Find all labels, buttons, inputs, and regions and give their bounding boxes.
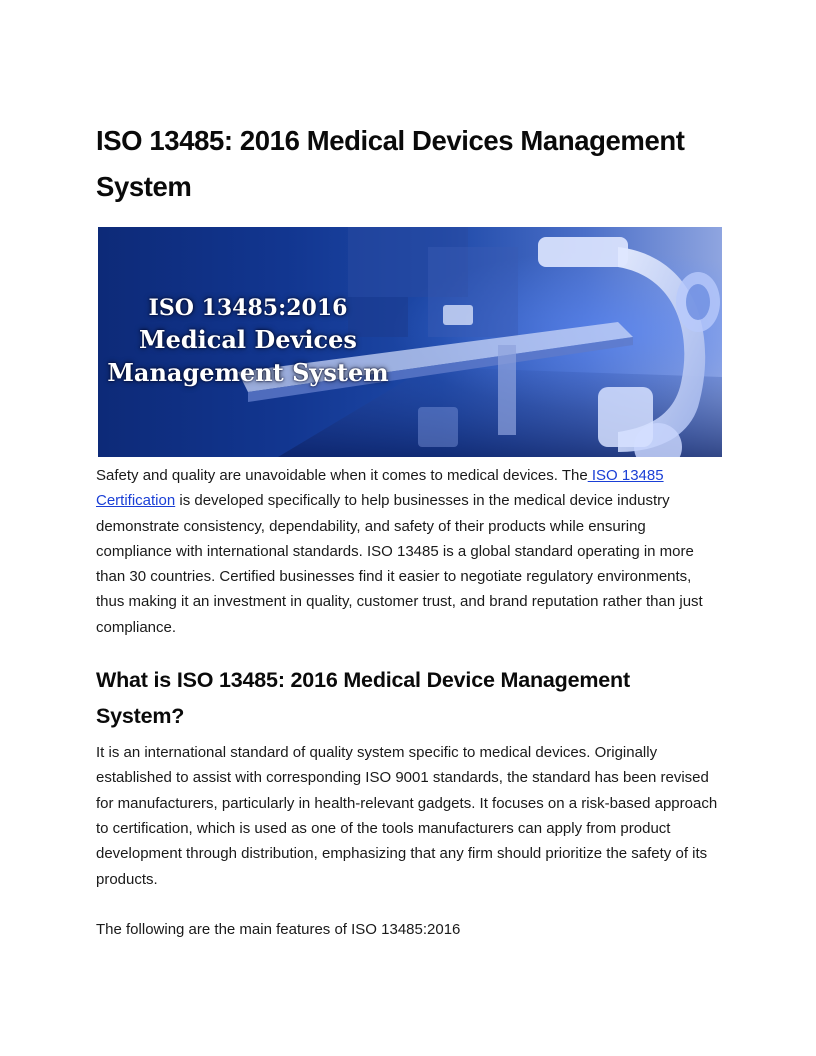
section-heading: What is ISO 13485: 2016 Medical Device Management System? (96, 668, 630, 729)
section-paragraph: It is an international standard of quality system specific to medical devices. Originally established to assist with corresponding ISO 9001 standards, the standard has been revised for manufacturers, particularly in health-relevant gadgets. It focuses on a risk-based approach to certification, which is used as one of the tools manufacturers can apply from product development through distribution, emphasizing that any firm should prioritize the safety of its products. (96, 744, 718, 888)
hero-image (98, 227, 722, 457)
intro-text-start: Safety and quality are unavoidable when it comes to medical devices. The (96, 467, 588, 484)
document-content (96, 118, 722, 942)
hero-line-standard: ISO 13485:2016 (148, 295, 348, 321)
hero-line-medical-devices: Medical Devices (139, 325, 357, 354)
page-title: ISO 13485: 2016 Medical Devices Management System (96, 125, 685, 202)
hero-line-management-system: Management System (107, 358, 389, 387)
iso-13485-certification-link[interactable]: ISO 13485 Certification (96, 467, 664, 510)
hero-caption (98, 293, 398, 389)
features-intro-paragraph: The following are the main features of ISO 13485:2016 (96, 920, 461, 938)
intro-text-end: is developed specifically to help businesses in the medical device industry demonstrate consistency, dependability, and safety of their products while ensuring compliance with international standards. ISO 13485 is a global standard operating in more than 30 countries. Certified businesses find it easier to negotiate regulatory environments, thus making it an investment in quality, customer trust, and brand reputation rather than just compliance. (96, 492, 703, 636)
intro-paragraph (96, 463, 722, 640)
